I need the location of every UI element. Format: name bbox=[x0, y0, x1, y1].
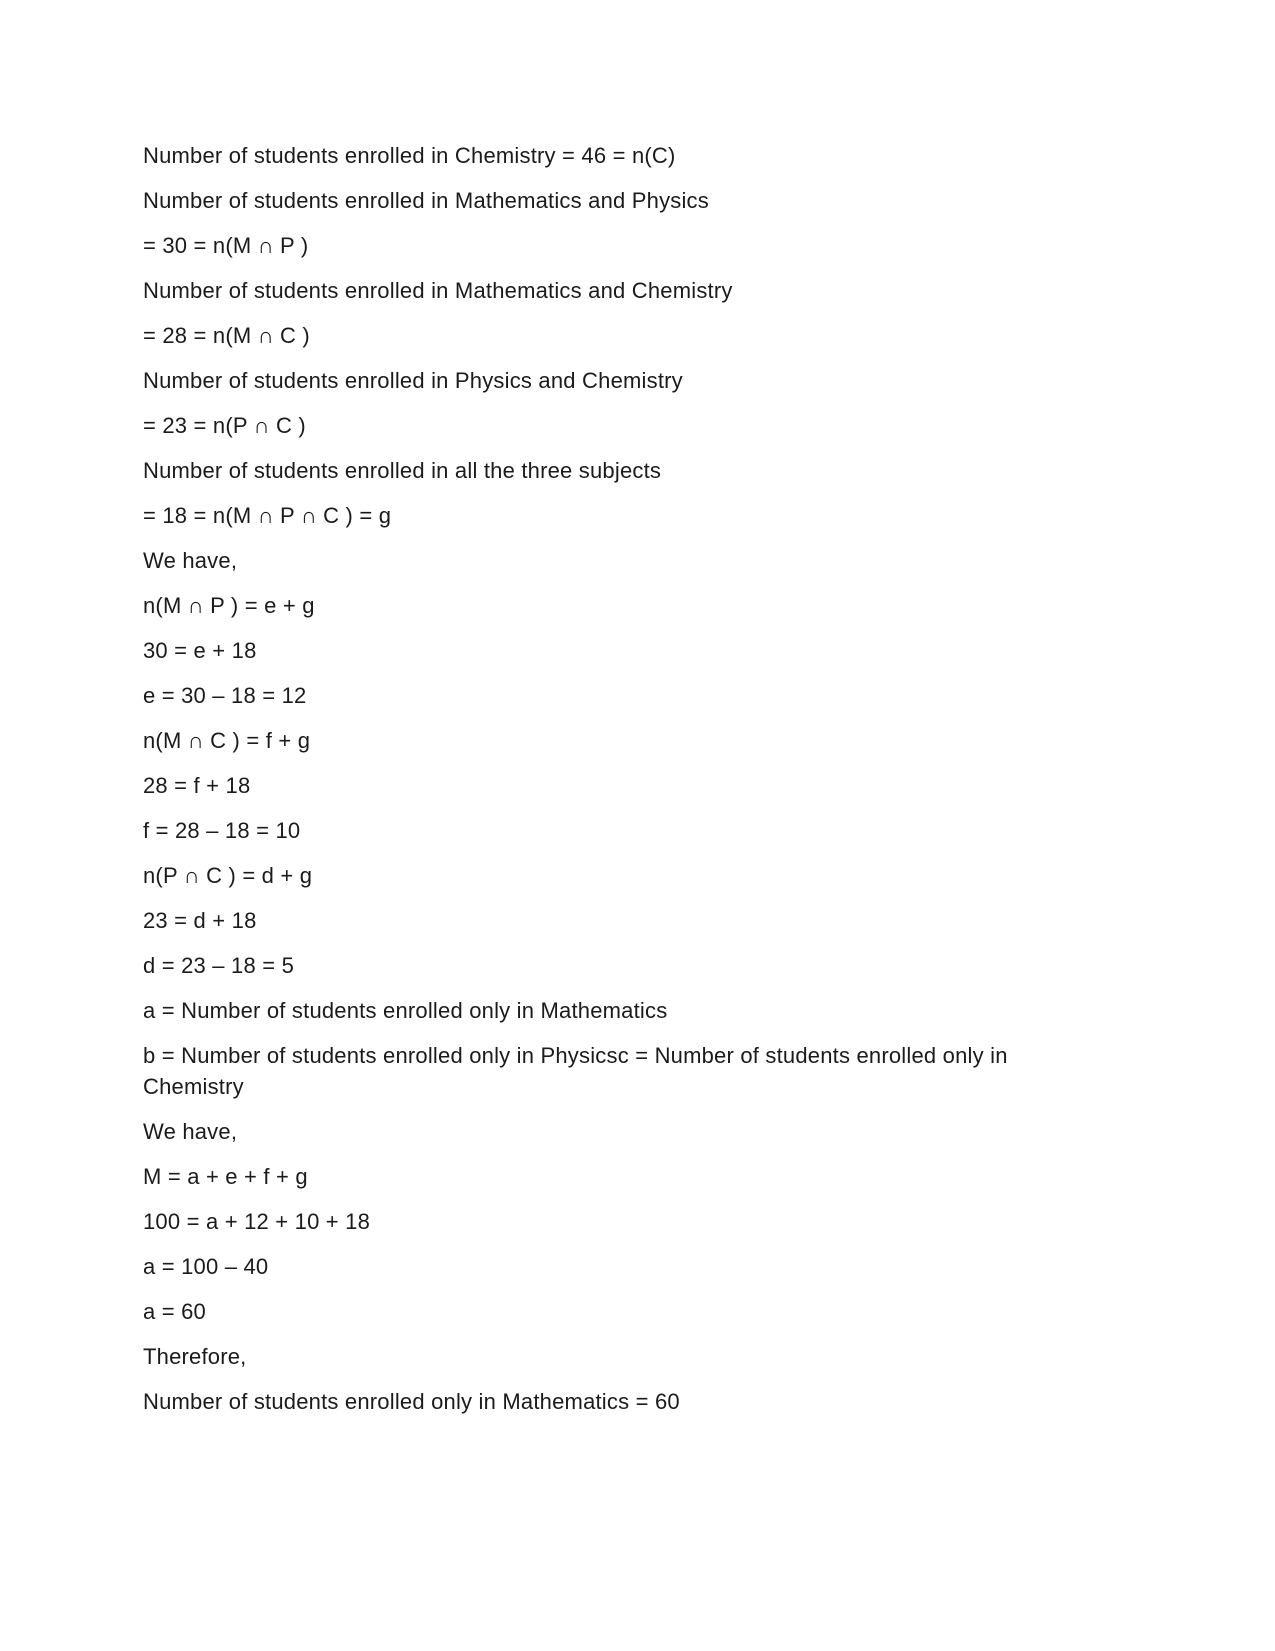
paragraph-conclusion: Number of students enrolled only in Mathematics = 60 bbox=[143, 1389, 680, 1414]
paragraph-math-chemistry-label: Number of students enrolled in Mathematics and Chemistry bbox=[143, 278, 733, 303]
paragraph-math-physics-label: Number of students enrolled in Mathematics and Physics bbox=[143, 188, 709, 213]
equation-28-f-18: 28 = f + 18 bbox=[143, 773, 251, 798]
equation-m-sum: M = a + e + f + g bbox=[143, 1164, 308, 1189]
paragraph-therefore: Therefore, bbox=[143, 1344, 247, 1369]
paragraph-math-physics-value: = 30 = n(M ∩ P ) bbox=[143, 233, 309, 258]
definition-a: a = Number of students enrolled only in Mathematics bbox=[143, 998, 668, 1023]
paragraph-physics-chemistry-label: Number of students enrolled in Physics and Chemistry bbox=[143, 368, 683, 393]
paragraph-we-have-1: We have, bbox=[143, 548, 238, 573]
paragraph-all-three-value: = 18 = n(M ∩ P ∩ C ) = g bbox=[143, 503, 392, 528]
paragraph-physics-chemistry-value: = 23 = n(P ∩ C ) bbox=[143, 413, 306, 438]
equation-a-100-40: a = 100 – 40 bbox=[143, 1254, 269, 1279]
equation-n-m-c: n(M ∩ C ) = f + g bbox=[143, 728, 311, 753]
paragraph-chemistry-count: Number of students enrolled in Chemistry = 46 = n(C) bbox=[143, 143, 676, 168]
equation-n-p-c: n(P ∩ C ) = d + g bbox=[143, 863, 313, 888]
equation-a-60: a = 60 bbox=[143, 1299, 206, 1324]
equation-23-d-18: 23 = d + 18 bbox=[143, 908, 257, 933]
equation-n-m-p: n(M ∩ P ) = e + g bbox=[143, 593, 315, 618]
definition-b-c: b = Number of students enrolled only in Physicsc = Number of students enrolled only in Chemistry bbox=[143, 1043, 1008, 1099]
equation-100-sum: 100 = a + 12 + 10 + 18 bbox=[143, 1209, 371, 1234]
paragraph-math-chemistry-value: = 28 = n(M ∩ C ) bbox=[143, 323, 310, 348]
equation-f-result: f = 28 – 18 = 10 bbox=[143, 818, 301, 843]
paragraph-we-have-2: We have, bbox=[143, 1119, 238, 1144]
equation-e-result: e = 30 – 18 = 12 bbox=[143, 683, 307, 708]
paragraph-all-three-label: Number of students enrolled in all the three subjects bbox=[143, 458, 662, 483]
equation-d-result: d = 23 – 18 = 5 bbox=[143, 953, 295, 978]
document-content bbox=[143, 140, 1073, 1417]
equation-30-e-18: 30 = e + 18 bbox=[143, 638, 257, 663]
